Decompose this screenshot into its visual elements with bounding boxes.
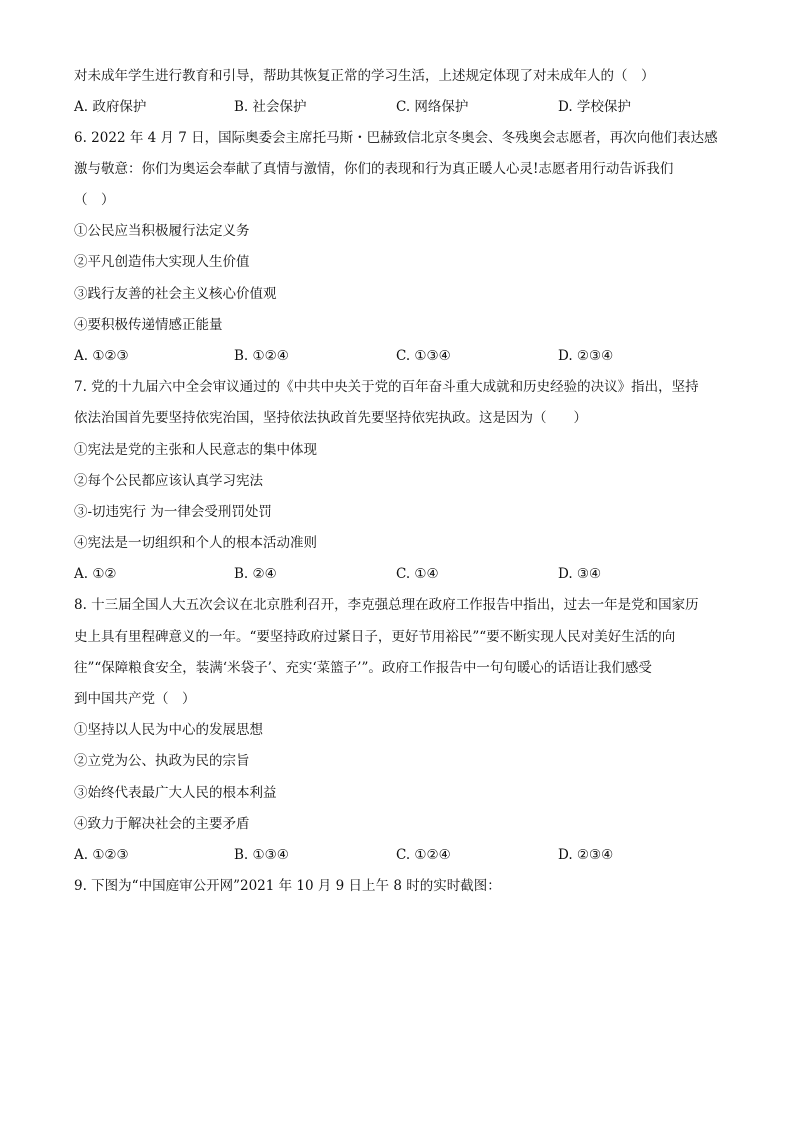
q6-stem-line-3: （ ）	[74, 192, 115, 208]
q6-option-c: C. ①③④	[396, 348, 451, 364]
q8-stem-line-4: 到中国共产党（ ）	[74, 691, 196, 707]
q5-options	[74, 97, 734, 117]
q5-option-a: A. 政府保护	[74, 99, 147, 115]
q8-option-c: C. ①②④	[396, 847, 451, 863]
q8-stem-line-1: 8. 十三届全国人大五次会议在北京胜利召开，李克强总理在政府工作报告中指出，过去一年是党和国家历	[74, 597, 699, 613]
q8-statement-3: ③始终代表最广大人民的根本利益	[74, 785, 277, 801]
q5-option-c: C. 网络保护	[396, 99, 469, 115]
q7-statement-2: ②每个公民都应该认真学习宪法	[74, 473, 263, 489]
q8-stem-line-2: 史上具有里程碑意义的一年。“要坚持政府过紧日子，更好节用裕民”“要不断实现人民对美好生活的向	[74, 629, 676, 645]
q8-statement-2: ②立党为公、执政为民的宗旨	[74, 753, 250, 769]
q6-stem-line-1: 6. 2022 年 4 月 7 日，国际奥委会主席托马斯・巴赫致信北京冬奥会、冬残奥会志愿者，再次向他们表达感	[74, 130, 718, 146]
q7-option-a: A. ①②	[74, 566, 117, 582]
q6-statement-2: ②平凡创造伟大实现人生价值	[74, 254, 250, 270]
q8-statement-4: ④致力于解决社会的主要矛盾	[74, 816, 250, 832]
q8-stem-line-3: 往”“保障粮食安全，装满‘米袋子’、充实‘菜篮子’”。政府工作报告中一句句暖心的话语让我们感受	[74, 660, 652, 676]
q6-options	[74, 346, 734, 366]
q5-option-b: B. 社会保护	[234, 99, 307, 115]
q7-stem-line-2: 依法治国首先要坚持依宪治国，坚持依法执政首先要坚持依宪执政。这是因为（ ）	[74, 410, 587, 426]
q8-option-b: B. ①③④	[234, 847, 289, 863]
q6-statement-4: ④要积极传递情感正能量	[74, 317, 223, 333]
q5-option-d: D. 学校保护	[558, 99, 631, 115]
q6-statement-1: ①公民应当积极履行法定义务	[74, 223, 250, 239]
q8-statement-1: ①坚持以人民为中心的发展思想	[74, 722, 263, 738]
q7-statement-3: ③-切违宪行 为一律会受刑罚处罚	[74, 504, 272, 520]
q6-option-b: B. ①②④	[234, 348, 289, 364]
q6-option-d: D. ②③④	[558, 348, 614, 364]
q7-option-b: B. ②④	[234, 566, 277, 582]
q6-option-a: A. ①②③	[74, 348, 129, 364]
q7-option-d: D. ③④	[558, 566, 602, 582]
q8-options	[74, 845, 734, 865]
q9-stem: 9. 下图为“中国庭审公开网”2021 年 10 月 9 日上午 8 时的实时截图：	[74, 878, 501, 894]
q8-option-d: D. ②③④	[558, 847, 614, 863]
q6-statement-3: ③践行友善的社会主义核心价值观	[74, 286, 277, 302]
q7-option-c: C. ①④	[396, 566, 439, 582]
q7-statement-1: ①宪法是党的主张和人民意志的集中体现	[74, 442, 317, 458]
q6-stem-line-2: 激与敬意：你们为奥运会奉献了真情与激情，你们的表现和行为真正暖人心灵!志愿者用行动告诉我们	[74, 161, 674, 177]
q7-options	[74, 564, 734, 584]
q8-option-a: A. ①②③	[74, 847, 129, 863]
q7-stem-line-1: 7. 党的十九届六中全会审议通过的《中共中央关于党的百年奋斗重大成就和历史经验的决议》指出，坚持	[74, 379, 699, 395]
q7-statement-4: ④宪法是一切组织和个人的根本活动准则	[74, 535, 317, 551]
q5-stem: 对未成年学生进行教育和引导，帮助其恢复正常的学习生活，上述规定体现了对未成年人的（ ）	[74, 68, 655, 84]
